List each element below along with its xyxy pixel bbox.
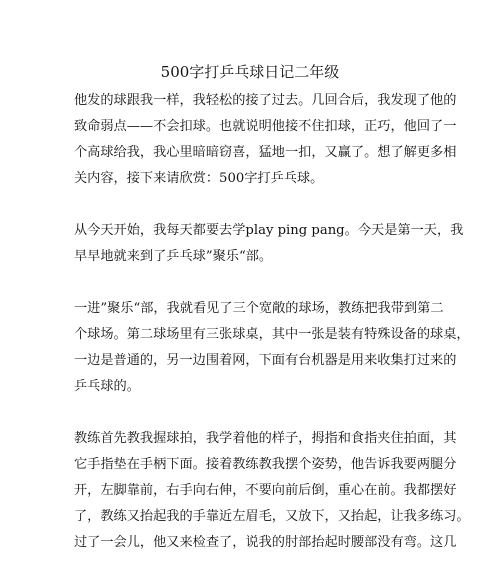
- bottom-fade: [0, 552, 500, 566]
- text-line: 个高球给我，我心里暗暗窃喜，猛地一扣，又赢了。想了解更多相: [74, 145, 457, 160]
- text-line: 教练首先教我握球拍，我学着他的样子，拇指和食指夹住拍面，其: [74, 431, 457, 446]
- paragraph-gap: [74, 270, 432, 296]
- paragraph-gap: [74, 192, 432, 218]
- text-line: 致命弱点——不会扣球。也就说明他接不住扣球，正巧，他回了一: [74, 119, 457, 134]
- text-line: 从今天开始，我每天都要去学play ping pang。今天是第一天，我: [74, 223, 464, 238]
- page-title: 500字打乒乓球日记二年级: [160, 63, 340, 81]
- text-line: 他发的球跟我一样，我轻松的接了过去。几回合后，我发现了他的: [74, 93, 457, 108]
- text-line: 过了一会儿，他又来检查了，说我的肘部抬起时腰部没有弯。这几: [74, 535, 457, 550]
- paragraph-1: [74, 88, 457, 192]
- text-line: 开，左脚靠前，右手向右伸，不要向前后倒，重心在前。我都摆好: [74, 483, 457, 498]
- text-line: 一边是普通的，另一边围着网，下面有台机器是用来收集打过来的: [74, 353, 457, 368]
- paragraph-4: [74, 426, 470, 556]
- text-line: 一进”聚乐“部，我就看见了三个宽敞的球场，教练把我带到第二: [74, 301, 444, 316]
- text-line: 它手指垫在手柄下面。接着教练教我摆个姿势，他告诉我要两腿分: [74, 457, 457, 472]
- article-body: [74, 88, 470, 556]
- text-line: 了，教练又抬起我的手靠近左眉毛，又放下，又抬起，让我多练习。: [74, 509, 470, 524]
- paragraph-3: [74, 296, 470, 400]
- text-line: 关内容，接下来请欣赏：500字打乒乓球。: [74, 171, 324, 186]
- text-line: 个球场。第二球场里有三张球桌，其中一张是装有特殊设备的球桌，: [74, 327, 470, 342]
- paragraph-2: [74, 218, 464, 270]
- paragraph-gap: [74, 400, 432, 426]
- text-line: 乒乓球的。: [74, 379, 140, 394]
- text-line: 早早地就来到了乒乓球”聚乐“部。: [74, 249, 273, 264]
